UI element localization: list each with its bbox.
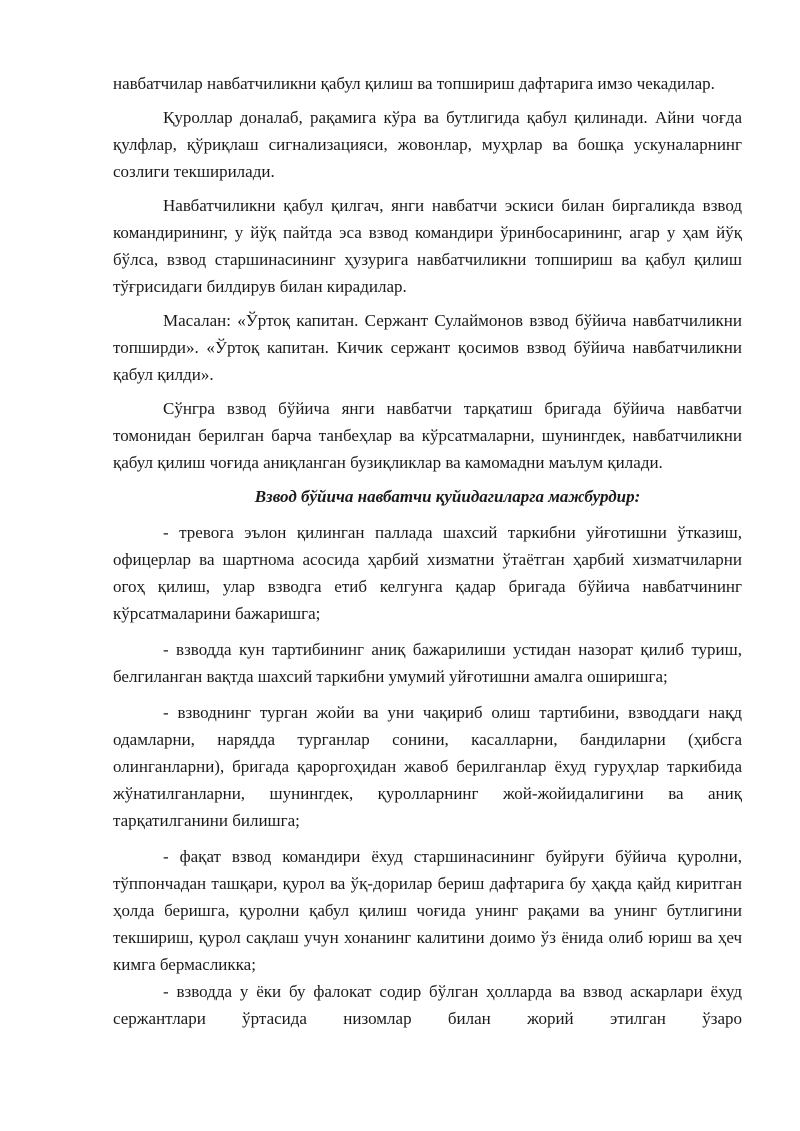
list-item-4: - фақат взвод командири ёхуд старшинасининг буйруғи бўйича қуролни, тўппончадан ташқари, қурол ва ўқ-дорилар бериш дафтарига бу ҳақда қайд киритган ҳолда беришга, қуролни қабул қилиш чоғида унинг рақами ва унинг бутлигини текшириш, қурол сақлаш учун хонанинг калитини доимо ўз ёнида олиб юриш ва ҳеч кимга бермасликка;: [113, 847, 742, 974]
document-page: [113, 70, 742, 1032]
list-item-5: - взводда у ёки бу фалокат содир бўлган ҳолларда ва взвод аскарлари ёхуд сержантлари ўртасида низомлар билан жорий этилган ўзаро: [113, 982, 742, 1028]
paragraph-3: Навбатчиликни қабул қилгач, янги навбатчи эскиси билан биргаликда взвод командирининг, у йўқ пайтда эса взвод командири ўринбосарининг, агар у ҳам йўқ бўлса, взвод старшинасининг ҳузурига навбатчиликни топшириш ва қабул қилиш тўғрисидаги билдирув билан кирадилар.: [113, 196, 742, 296]
section-heading: Взвод бўйича навбатчи қуйидагиларга мажбурдир:: [254, 487, 641, 506]
paragraph-5: Сўнгра взвод бўйича янги навбатчи тарқатиш бригада бўйича навбатчи томонидан берилган барча танбеҳлар ва кўрсатмаларни, шунингдек, навбатчиликни қабул қилиш чоғида аниқланган бузиқликлар ва камомадни маълум қилади.: [113, 399, 742, 472]
list-item-3: - взводнинг турган жойи ва уни чақириб олиш тартибини, взводдаги нақд одамларни, нарядда турганлар сонини, касалларни, бандиларни (ҳибсга олинганларни), бригада қароргоҳидан жавоб берилганлар ёхуд гуруҳлар таркибида жўнатилганларни, шунингдек, қуролларнинг жой-жойидалигини ва аниқ тарқатилганини билишга;: [113, 703, 742, 830]
paragraph-2: Қуроллар доналаб, рақамига кўра ва бутлигида қабул қилинади. Айни чоғда қулфлар, қўриқлаш сигнализацияси, жовонлар, муҳрлар ва бошқа ускуналарнинг созлиги текширилади.: [113, 108, 742, 181]
paragraph-4: Масалан: «Ўртоқ капитан. Сержант Сулаймонов взвод бўйича навбатчиликни топширди». «Ўртоқ капитан. Кичик сержант қосимов взвод бўйича навбатчиликни қабул қилди».: [113, 311, 742, 384]
list-item-2: - взводда кун тартибининг аниқ бажарилиши устидан назорат қилиб туриш, белгиланган вақтда шахсий таркибни умумий уйғотишни амалга оширишга;: [113, 640, 742, 686]
list-item-1: - тревога эълон қилинган паллада шахсий таркибни уйғотишни ўтказиш, офицерлар ва шартнома асосида ҳарбий хизматни ўтаётган ҳарбий хизматчиларни огоҳ қилиш, улар взводга етиб келгунга қадар бригада бўйича навбатчининг кўрсатмаларини бажаришга;: [113, 523, 742, 623]
paragraph-1: навбатчилар навбатчиликни қабул қилиш ва топшириш дафтарига имзо чекадилар.: [113, 74, 715, 93]
